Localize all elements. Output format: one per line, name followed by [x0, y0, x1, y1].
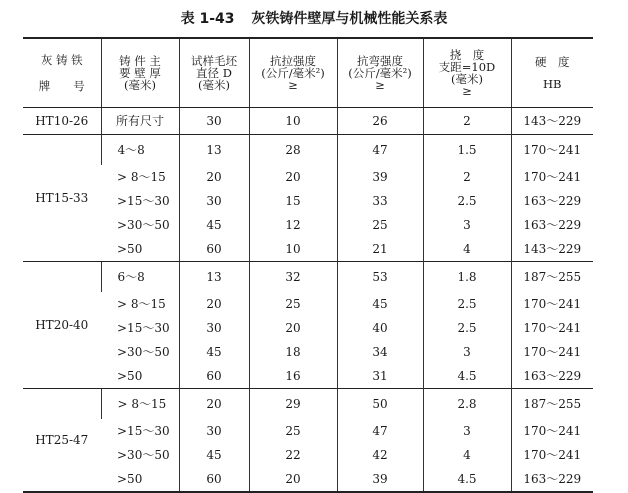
- grade-cell: HT20-40: [23, 262, 101, 389]
- deflection-cell: 2.5: [423, 292, 511, 316]
- tensile-cell: 15: [249, 189, 337, 213]
- hardness-cell: 163～229: [511, 364, 593, 389]
- hardness-cell: 170～241: [511, 165, 593, 189]
- header-tensile: 抗拉强度 (公斤/毫米²) ≥: [249, 38, 337, 108]
- tensile-cell: 25: [249, 419, 337, 443]
- thickness-cell: > 8～15: [117, 170, 166, 184]
- tensile-cell: 32: [249, 262, 337, 293]
- grade-cell: HT15-33: [23, 135, 101, 262]
- table-row: [23, 316, 593, 340]
- thickness-cell: >15～30: [117, 321, 170, 335]
- header-bending: 抗弯强度 (公斤/毫米²) ≥: [337, 38, 423, 108]
- hardness-cell: 163～229: [511, 213, 593, 237]
- table-row: [23, 108, 593, 135]
- bending-cell: 33: [337, 189, 423, 213]
- hardness-cell: 170～241: [511, 135, 593, 166]
- diameter-cell: 13: [179, 135, 249, 166]
- bending-cell: 39: [337, 467, 423, 492]
- diameter-cell: 45: [179, 340, 249, 364]
- table-row: [23, 262, 593, 293]
- bending-cell: 47: [337, 419, 423, 443]
- deflection-cell: 4: [423, 443, 511, 467]
- table-row: [23, 389, 593, 420]
- thickness-cell: >50: [117, 242, 143, 256]
- table-title: 灰铁铸件壁厚与机械性能关系表: [251, 11, 448, 27]
- tensile-cell: 10: [249, 237, 337, 262]
- tensile-cell: 20: [249, 165, 337, 189]
- bending-cell: 50: [337, 389, 423, 420]
- hardness-cell: 187～255: [511, 262, 593, 293]
- header-row: [23, 38, 593, 108]
- tensile-cell: 20: [249, 316, 337, 340]
- bending-cell: 53: [337, 262, 423, 293]
- bending-cell: 47: [337, 135, 423, 166]
- tensile-cell: 22: [249, 443, 337, 467]
- header-diameter: 试样毛坯 直径 D (毫米): [179, 38, 249, 108]
- tensile-cell: 20: [249, 467, 337, 492]
- thickness-cell: >50: [117, 369, 143, 383]
- diameter-cell: 30: [179, 316, 249, 340]
- diameter-cell: 60: [179, 467, 249, 492]
- hardness-cell: 187～255: [511, 389, 593, 420]
- deflection-cell: 4.5: [423, 467, 511, 492]
- diameter-cell: 60: [179, 237, 249, 262]
- diameter-cell: 20: [179, 165, 249, 189]
- bending-cell: 40: [337, 316, 423, 340]
- properties-table: [23, 37, 593, 493]
- tensile-cell: 12: [249, 213, 337, 237]
- thickness-cell: 所有尺寸: [101, 108, 179, 135]
- bending-cell: 34: [337, 340, 423, 364]
- table-caption: [0, 8, 628, 28]
- table-row: [23, 419, 593, 443]
- thickness-cell: >30～50: [117, 448, 170, 462]
- table-number: 表 1-43: [180, 11, 235, 27]
- thickness-cell: >50: [101, 467, 179, 492]
- table-row: [23, 292, 593, 316]
- thickness-cell: 6～8: [101, 262, 179, 293]
- bending-cell: 45: [337, 292, 423, 316]
- table-row: [23, 443, 593, 467]
- thickness-cell: 4～8: [101, 135, 179, 166]
- table-row: [23, 189, 593, 213]
- hardness-cell: 170～241: [511, 419, 593, 443]
- table-row: [23, 467, 593, 492]
- header-deflection: 挠 度 支距=10D (毫米) ≥: [423, 38, 511, 108]
- bending-cell: 25: [337, 213, 423, 237]
- thickness-cell: >15～30: [117, 424, 170, 438]
- tensile-cell: 25: [249, 292, 337, 316]
- table-row: [23, 165, 593, 189]
- grade-cell: HT10-26: [23, 108, 101, 135]
- table-row: [23, 364, 593, 389]
- deflection-cell: 2.5: [423, 316, 511, 340]
- diameter-cell: 45: [179, 213, 249, 237]
- thickness-cell: >30～50: [117, 218, 170, 232]
- hardness-cell: 170～241: [511, 340, 593, 364]
- diameter-cell: 20: [179, 389, 249, 420]
- diameter-cell: 45: [179, 443, 249, 467]
- hardness-cell: 163～229: [511, 189, 593, 213]
- bending-cell: 31: [337, 364, 423, 389]
- thickness-cell: > 8～15: [117, 297, 166, 311]
- diameter-cell: 30: [179, 419, 249, 443]
- diameter-cell: 20: [179, 292, 249, 316]
- hardness-cell: 170～241: [511, 443, 593, 467]
- deflection-cell: 3: [423, 419, 511, 443]
- deflection-cell: 4.5: [423, 364, 511, 389]
- deflection-cell: 1.8: [423, 262, 511, 293]
- bending-cell: 39: [337, 165, 423, 189]
- deflection-cell: 2.8: [423, 389, 511, 420]
- tensile-cell: 29: [249, 389, 337, 420]
- bending-cell: 42: [337, 443, 423, 467]
- deflection-cell: 2: [423, 108, 511, 135]
- tensile-cell: 10: [249, 108, 337, 135]
- hardness-cell: 170～241: [511, 292, 593, 316]
- diameter-cell: 30: [179, 189, 249, 213]
- table-row: [23, 135, 593, 166]
- diameter-cell: 30: [179, 108, 249, 135]
- bending-cell: 26: [337, 108, 423, 135]
- table-row: [23, 213, 593, 237]
- deflection-cell: 2.5: [423, 189, 511, 213]
- deflection-cell: 3: [423, 340, 511, 364]
- deflection-cell: 1.5: [423, 135, 511, 166]
- thickness-cell: >30～50: [117, 345, 170, 359]
- deflection-cell: 2: [423, 165, 511, 189]
- diameter-cell: 60: [179, 364, 249, 389]
- header-hardness: 硬 度 HB: [511, 38, 593, 108]
- grade-cell: HT25-47: [23, 389, 101, 493]
- bending-cell: 21: [337, 237, 423, 262]
- tensile-cell: 28: [249, 135, 337, 166]
- header-thickness: 铸 件 主 要 壁 厚 (毫米): [101, 38, 179, 108]
- hardness-cell: 170～241: [511, 316, 593, 340]
- hardness-cell: 163～229: [511, 467, 593, 492]
- deflection-cell: 4: [423, 237, 511, 262]
- table-row: [23, 340, 593, 364]
- hardness-cell: 143～229: [511, 237, 593, 262]
- tensile-cell: 16: [249, 364, 337, 389]
- deflection-cell: 3: [423, 213, 511, 237]
- diameter-cell: 13: [179, 262, 249, 293]
- hardness-cell: 143～229: [511, 108, 593, 135]
- header-grade: 灰 铸 铁 牌 号: [23, 38, 101, 108]
- thickness-cell: > 8～15: [101, 389, 179, 420]
- tensile-cell: 18: [249, 340, 337, 364]
- thickness-cell: >15～30: [117, 194, 170, 208]
- table-row: [23, 237, 593, 262]
